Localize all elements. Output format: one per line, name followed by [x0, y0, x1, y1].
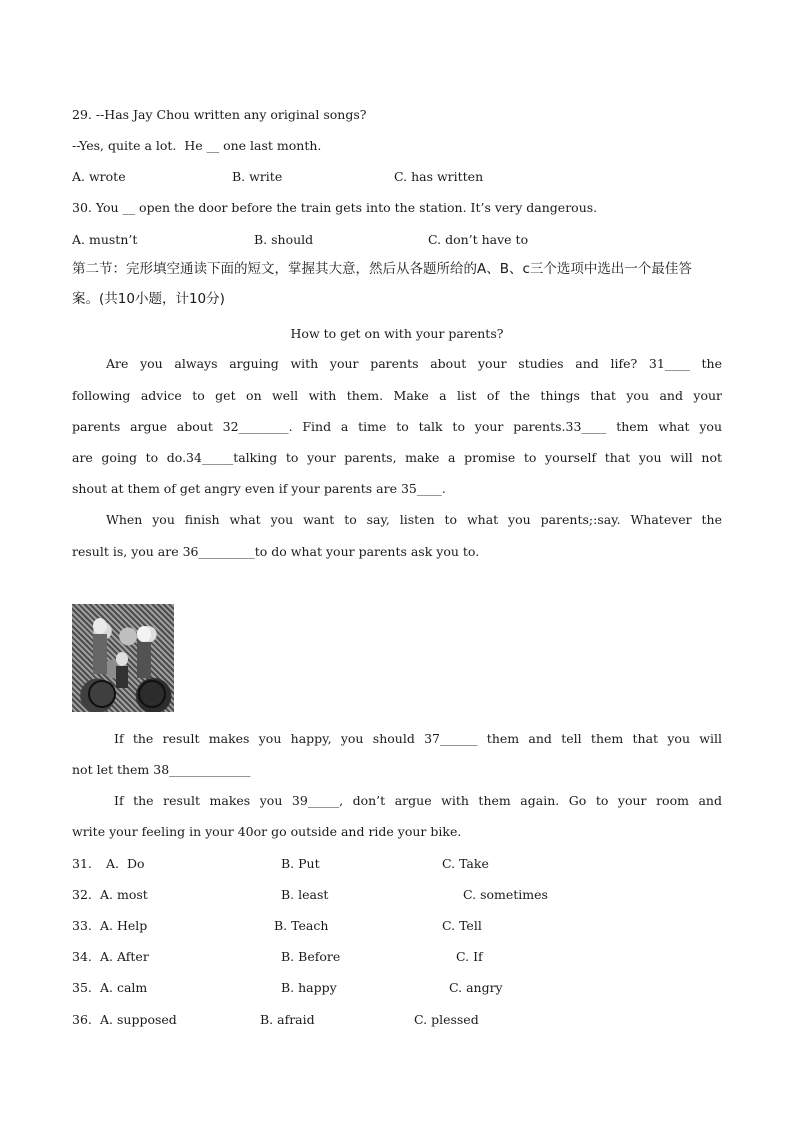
passage-title: How to get on with your parents?: [290, 326, 504, 341]
passage-p1-last-line: shout at them of get angry even if your parents are 35____.: [72, 481, 446, 496]
q29-option-a: A. wrote: [72, 169, 126, 184]
answer-34-number: 34.: [72, 949, 92, 964]
answer-36-option-a: A. supposed: [100, 1012, 177, 1027]
passage-p1-line3: parents argue about 32________. Find a time to talk to your parents.33____ them what you: [72, 419, 722, 434]
answer-34-option-a: A. After: [100, 949, 149, 964]
answer-33-option-b: B. Teach: [274, 918, 329, 933]
answer-32-option-a: A. most: [100, 887, 148, 902]
section2-instruction-line1: 第二节：完形填空通读下面的短文，掌握其大意，然后从各题所给的A、B、c三个选项中选出一个最佳答: [72, 261, 692, 277]
q30-option-c: C. don’t have to: [428, 232, 529, 247]
q30-option-b: B. should: [254, 232, 314, 247]
q30-stem: 30. You __ open the door before the train gets into the station. It’s very dangerous.: [72, 200, 598, 215]
answer-32-option-c: C. sometimes: [463, 887, 548, 902]
answer-35-number: 35.: [72, 980, 92, 995]
answer-35-option-c: C. angry: [449, 980, 503, 995]
passage-p4-last-line: write your feeling in your 40or go outside and ride your bike.: [72, 824, 462, 839]
answer-33-option-a: A. Help: [100, 918, 148, 933]
answer-31-option-c: C. Take: [442, 856, 489, 871]
answer-35-option-b: B. happy: [281, 980, 337, 995]
answer-34-option-c: C. If: [456, 949, 483, 964]
passage-p3-line1: If the result makes you happy, you should 37______ them and tell them that you will: [114, 731, 722, 746]
answer-31-option-b: B. Put: [281, 856, 320, 871]
answer-32-number: 32.: [72, 887, 92, 902]
answer-36-number: 36.: [72, 1012, 92, 1027]
passage-p1-line4: are going to do.34_____talking to your parents, make a promise to yourself that you will not: [72, 450, 722, 465]
answer-33-number: 33.: [72, 918, 92, 933]
answer-36-option-b: B. afraid: [260, 1012, 315, 1027]
answer-33-option-c: C. Tell: [442, 918, 482, 933]
passage-p3-last-line: not let them 38_____________: [72, 762, 251, 777]
passage-p2-last-line: result is, you are 36_________to do what your parents ask you to.: [72, 544, 480, 559]
answer-35-option-a: A. calm: [100, 980, 148, 995]
q29-option-c: C. has written: [394, 169, 484, 184]
answer-31-option-a: A. Do: [106, 856, 145, 871]
q29-option-b: B. write: [232, 169, 283, 184]
q30-option-a: A. mustn’t: [72, 232, 138, 247]
q29-reply: --Yes, quite a lot. He __ one last month.: [72, 138, 322, 153]
answer-31-number: 31.: [72, 856, 92, 871]
answer-36-option-c: C. plessed: [414, 1012, 479, 1027]
passage-p2-line1: When you finish what you want to say, listen to what you parents;:say. Whatever the: [106, 512, 722, 527]
passage-p1-line1: Are you always arguing with your parents about your studies and life? 31____ the: [106, 356, 722, 371]
passage-p1-line2: following advice to get on well with them. Make a list of the things that you and your: [72, 388, 722, 403]
section2-instruction-line2: 案。(共10小题，计10分): [72, 291, 225, 307]
answer-34-option-b: B. Before: [281, 949, 341, 964]
q29-stem: 29. --Has Jay Chou written any original songs?: [72, 107, 367, 122]
family-bicycle-photo: [72, 604, 174, 712]
passage-p4-line1: If the result makes you 39_____, don’t argue with them again. Go to your room and: [114, 793, 722, 808]
answer-32-option-b: B. least: [281, 887, 329, 902]
